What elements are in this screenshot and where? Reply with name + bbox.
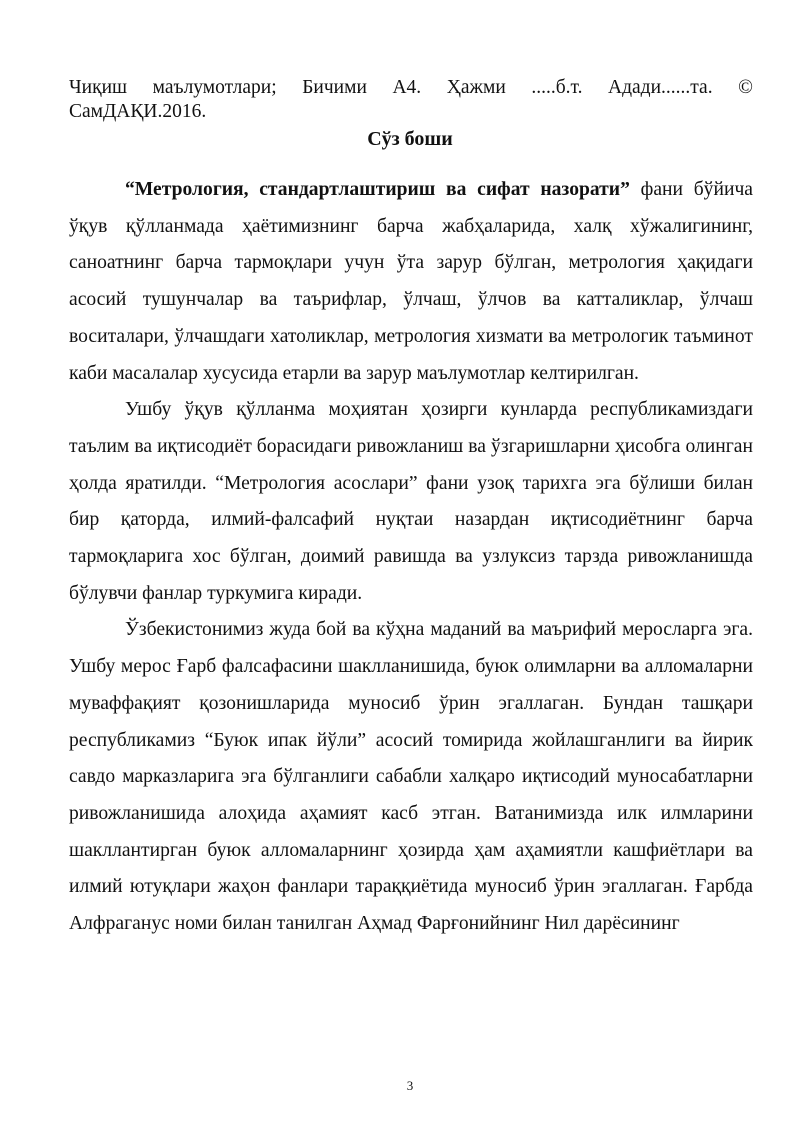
paragraph-2 [69, 392, 753, 612]
paragraph-1-lead: “Метрология, стандартлаштириш ва сифат назорати” [125, 179, 630, 200]
paragraph-1-text: фани бўйича ўқув қўлланмада ҳаётимизнинг барча жабҳаларида, халқ хўжалигининг, саноатнинг барча тармоқлари учун ўта зарур бўлган, метрология ҳақидаги асосий тушунчалар ва таърифлар, ўлчаш, ўлчов ва катталиклар, ўлчаш воситалари, ўлчашдаги хатоликлар, метрология хизмати ва метрологик таъминот каби масалалар хусусида етарли ва зарур маълумотлар келтирилган. [69, 179, 753, 384]
paragraph-1 [69, 172, 753, 392]
page-title: Сўз боши [367, 128, 453, 150]
paragraph-3-text: Ўзбекистонимиз жуда бой ва кўҳна маданий ва маърифий меросларга эга. Ушбу мерос Ғарб фалсафасини шаклланишида, буюк олимларни ва алломаларни муваффақият қозонишларида муносиб ўрин эгаллаган. Бундан ташқари республикамиз “Буюк ипак йўли” асосий томирида жойлашганлиги ва йирик савдо марказларига эга бўлганлиги сабабли халқаро иқтисодий муносабатларни ривожланишида алоҳида аҳамият касб этган. Ватанимизда илк илмларини шакллантирган буюк алломаларнинг ҳозирда ҳам аҳамиятли кашфиётлари ва илмий ютуқлари жаҳон фанлари тараққиётида муносиб ўрин эгаллаган. Ғарбда Алфраганус номи билан танилган Аҳмад Фарғонийнинг Нил дарёсининг [69, 619, 753, 935]
imprint-line-1: Чиқиш маълумотлари; Бичими А4. Ҳажми .....б.т. Адади......та. © [69, 77, 753, 98]
paragraph-2-text: Ушбу ўқув қўлланма моҳиятан ҳозирги кунларда республикамиздаги таълим ва иқтисодиёт борасидаги ривожланиш ва ўзгаришларни ҳисобга олинган ҳолда яратилди. “Метрология асослари” фани узоқ тарихга эга бўлиши билан бир қаторда, илмий-фалсафий нуқтаи назардан иқтисодиётнинг барча тармоқларига хос бўлган, доимий равишда ва узлуксиз тарзда ривожланишда бўлувчи фанлар туркумига киради. [69, 399, 753, 604]
paragraph-3 [69, 612, 753, 942]
imprint-line-2: СамДАҚИ.2016. [69, 101, 207, 122]
body-text [69, 172, 753, 943]
page-number: 3 [406, 1078, 414, 1093]
